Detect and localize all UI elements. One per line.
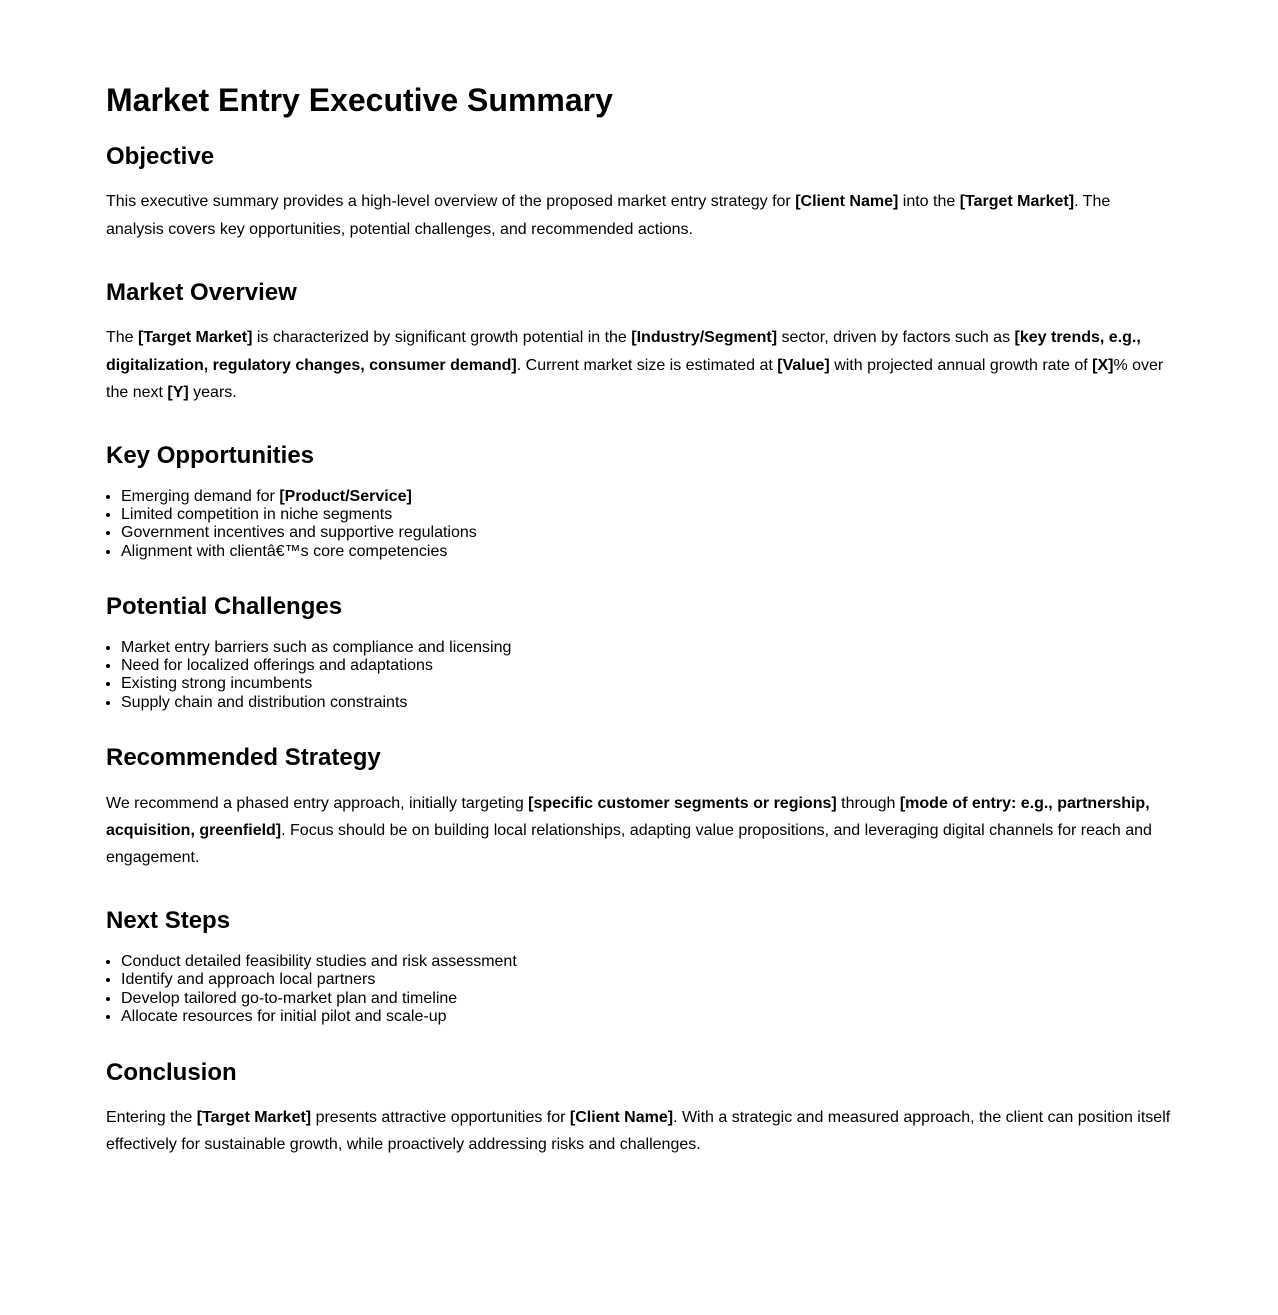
placeholder-bold: [Product/Service]: [279, 487, 412, 505]
placeholder-bold: [mode of entry: e.g., partnership, acquisition, greenfield]: [106, 794, 1150, 840]
placeholder-bold: [Value]: [777, 356, 830, 374]
placeholder-bold: [Y]: [167, 383, 189, 401]
market-overview-heading: Market Overview: [106, 278, 297, 306]
conclusion-paragraph: Entering the [Target Market] presents attractive opportunities for [Client Name]. With a strategic and measured approach, the client can position itself effectively for sustainable growth, while proactively addressing risks and challenges.: [106, 1109, 1171, 1154]
list-item: • Develop tailored go-to-market plan and timeline: [121, 990, 1172, 1008]
market-overview-paragraph: The [Target Market] is characterized by significant growth potential in the [Industry/Segment] sector, driven by factors such as [key trends, e.g., digitalization, regulatory changes, consumer demand]. Current market size is estimated at [Value] with projected annual growth rate of [X]% over the next [Y] years.: [106, 329, 1164, 401]
list-item: • Supply chain and distribution constraints: [121, 694, 1172, 712]
recommended-strategy-paragraph: We recommend a phased entry approach, initially targeting [specific customer segments or regions] through [mode of entry: e.g., partnership, acquisition, greenfield]. Focus should be on building local relationships, adapting value propositions, and leveraging digital channels for reach and engagement.: [106, 794, 1152, 867]
list-item: • Emerging demand for [Product/Service]: [121, 488, 1172, 506]
potential-challenges-list: [106, 639, 1172, 713]
placeholder-bold: [Industry/Segment]: [631, 329, 778, 347]
list-item: • Government incentives and supportive regulations: [121, 524, 1172, 542]
placeholder-bold: [specific customer segments or regions]: [528, 794, 837, 812]
list-item: • Limited competition in niche segments: [121, 506, 1172, 524]
list-item: • Need for localized offerings and adaptations: [121, 657, 1172, 675]
placeholder-bold: [X]: [1092, 356, 1114, 374]
placeholder-bold: [Target Market]: [196, 1109, 312, 1127]
recommended-strategy-heading: Recommended Strategy: [106, 744, 381, 772]
conclusion-heading: Conclusion: [106, 1058, 237, 1086]
section-market-overview: [106, 279, 1172, 406]
list-item: • Market entry barriers such as compliance and licensing: [121, 639, 1172, 657]
objective-heading: Objective: [106, 142, 215, 170]
placeholder-bold: [key trends, e.g., digitalization, regulatory changes, consumer demand]: [106, 329, 1141, 374]
placeholder-bold: [Target Market]: [959, 193, 1075, 211]
section-objective: [106, 143, 1172, 243]
placeholder-bold: [Target Market]: [138, 329, 253, 347]
potential-challenges-heading: Potential Challenges: [106, 593, 343, 621]
placeholder-bold: [Client Name]: [795, 193, 899, 211]
list-item: • Alignment with clientâ€™s core competencies: [121, 543, 1172, 561]
section-conclusion: [106, 1059, 1172, 1159]
section-next-steps: [106, 907, 1172, 1026]
list-item: • Identify and approach local partners: [121, 971, 1172, 989]
list-item: • Existing strong incumbents: [121, 675, 1172, 693]
key-opportunities-list: [106, 488, 1172, 562]
page-title: Market Entry Executive Summary: [106, 82, 613, 118]
list-item: • Conduct detailed feasibility studies and risk assessment: [121, 953, 1172, 971]
objective-paragraph: This executive summary provides a high-level overview of the proposed market entry strategy for [Client Name] into the [Target Market]. The analysis covers key opportunities, potential challenges, and recommended actions.: [106, 193, 1111, 238]
next-steps-heading: Next Steps: [106, 907, 231, 935]
placeholder-bold: [Client Name]: [569, 1109, 674, 1127]
next-steps-list: [106, 953, 1172, 1027]
list-item: • Allocate resources for initial pilot and scale-up: [121, 1008, 1172, 1026]
section-recommended-strategy: [106, 744, 1172, 871]
section-key-opportunities: [106, 442, 1172, 561]
section-potential-challenges: [106, 593, 1172, 712]
key-opportunities-heading: Key Opportunities: [106, 441, 315, 469]
